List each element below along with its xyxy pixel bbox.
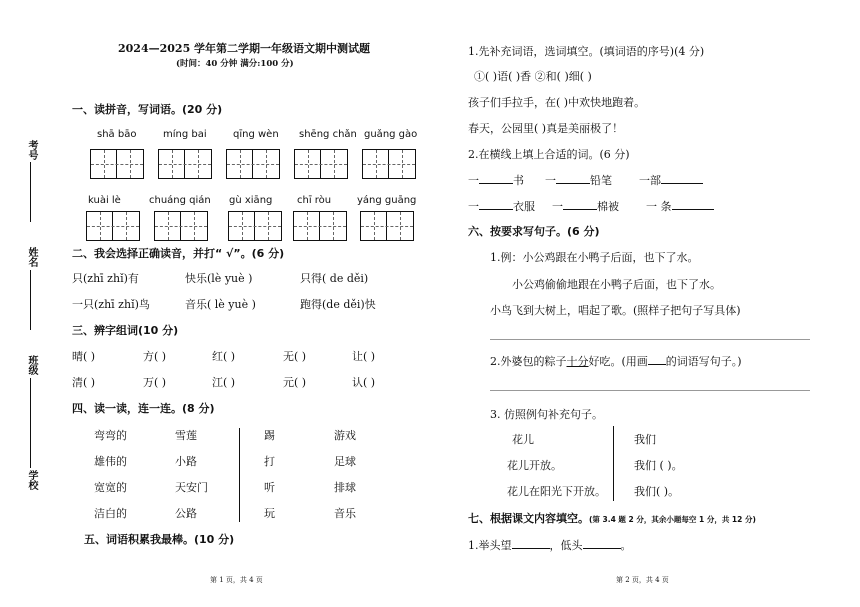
page-footer-right: 第 2 页，共 4 页 xyxy=(616,576,669,584)
word-item: 认( ) xyxy=(352,376,376,389)
word-item: 万( ) xyxy=(143,376,167,389)
fill-row-2 xyxy=(468,198,714,214)
example-sentence: 1.例：小公鸡跟在小鸭子后面，也下了水。 xyxy=(490,251,699,264)
question-1-sentence-2: 春天，公园里( )真是美丽极了！ xyxy=(468,122,624,135)
measure-word: 一 xyxy=(468,174,479,187)
writing-grid[interactable] xyxy=(158,149,212,179)
task-2 xyxy=(490,353,742,369)
fill-phrase[interactable]: 我们 ( )。 xyxy=(634,459,683,472)
reading-item: 快乐(lè yuè ) xyxy=(185,272,253,285)
measure-word: 一 xyxy=(552,200,563,213)
noun: 书 xyxy=(513,174,524,187)
measure-word: 一 xyxy=(545,174,556,187)
match-left-a[interactable]: 洁白的 xyxy=(94,507,127,520)
measure-word: 一 条 xyxy=(646,200,672,213)
section-6-heading: 六、按要求写句子。(6 分) xyxy=(468,225,600,238)
answer-blank[interactable] xyxy=(512,548,550,549)
pinyin-6: kuài lè xyxy=(88,195,121,206)
writing-grid[interactable] xyxy=(362,149,416,179)
writing-grid[interactable] xyxy=(293,211,347,241)
writing-grid[interactable] xyxy=(86,211,140,241)
name-label: 姓名 xyxy=(26,247,37,267)
noun: 棉被 xyxy=(597,200,619,213)
match-right-a[interactable]: 听 xyxy=(264,481,275,494)
match-right-b[interactable]: 足球 xyxy=(334,455,356,468)
noun: 衣服 xyxy=(513,200,535,213)
writing-grid[interactable] xyxy=(360,211,414,241)
match-right-b[interactable]: 音乐 xyxy=(334,507,356,520)
page-footer-left: 第 1 页，共 4 页 xyxy=(210,576,263,584)
underlined-word: 十分 xyxy=(566,355,589,368)
question-1: 1.先补充词语，选词填空。(填词语的序号)(4 分) xyxy=(468,45,705,58)
pinyin-8: gù xiāng xyxy=(229,195,273,206)
writing-grid[interactable] xyxy=(90,149,144,179)
exam-no-line xyxy=(30,162,31,222)
section-1-heading: 一、读拼音，写词语。(20 分) xyxy=(72,103,223,116)
answer-blank[interactable] xyxy=(563,209,597,210)
fill-row-1 xyxy=(468,172,703,188)
answer-line[interactable] xyxy=(490,390,810,391)
word-item: 元( ) xyxy=(283,376,307,389)
match-left-a[interactable]: 弯弯的 xyxy=(94,429,127,442)
section-3-heading: 三、辨字组词(10 分) xyxy=(72,324,179,337)
section-7-heading xyxy=(468,510,756,526)
school-line-2 xyxy=(30,410,31,468)
reading-item: 跑得(de děi)快 xyxy=(300,298,376,311)
example-phrase: 花儿开放。 xyxy=(507,459,562,472)
page-title: 2024—2025 学年第二学期一年级语文期中测试题 xyxy=(118,42,371,55)
task-2-text: 2.外婆包的粽子 xyxy=(490,355,567,368)
exam-no-label: 考号 xyxy=(26,140,37,160)
task-2-text: 好吃。(用画 xyxy=(588,355,648,368)
writing-grid[interactable] xyxy=(226,149,280,179)
match-left-b[interactable]: 小路 xyxy=(175,455,197,468)
pinyin-10: yáng guāng xyxy=(357,195,417,206)
writing-grid[interactable] xyxy=(294,149,348,179)
reading-item: 只(zhī zhǐ)有 xyxy=(72,272,139,285)
name-line xyxy=(30,270,31,330)
writing-grid[interactable] xyxy=(228,211,282,241)
poem-text: ，低头 xyxy=(549,539,583,552)
match-left-a[interactable]: 雄伟的 xyxy=(94,455,127,468)
answer-blank[interactable] xyxy=(556,183,590,184)
answer-blank[interactable] xyxy=(672,209,714,210)
task-1: 小鸟飞到大树上，唱起了歌。(照样子把句子写具体) xyxy=(490,304,741,317)
noun: 铅笔 xyxy=(590,174,612,187)
pinyin-7: chuáng qián xyxy=(149,195,211,206)
word-item: 晴( ) xyxy=(72,350,96,363)
match-divider xyxy=(239,428,240,522)
word-item: 江( ) xyxy=(212,376,236,389)
reading-item: 一只(zhī zhǐ)鸟 xyxy=(72,298,150,311)
measure-word: 一部 xyxy=(639,174,661,187)
word-item: 无( ) xyxy=(283,350,307,363)
match-right-b[interactable]: 游戏 xyxy=(334,429,356,442)
match-left-b[interactable]: 天安门 xyxy=(175,481,208,494)
question-1-sentence-1: 孩子们手拉手，在( )中欢快地跑着。 xyxy=(468,96,646,109)
reading-item: 只得( de děi) xyxy=(300,272,369,285)
school-label: 学校 xyxy=(26,470,37,490)
task-3-divider xyxy=(613,426,614,501)
section-5-heading: 五、词语积累我最棒。(10 分) xyxy=(84,533,235,546)
task-3: 3. 仿照例句补充句子。 xyxy=(490,408,603,421)
answer-line[interactable] xyxy=(490,339,810,340)
match-right-a[interactable]: 打 xyxy=(264,455,275,468)
section-4-heading: 四、读一读，连一连。(8 分) xyxy=(72,402,215,415)
pinyin-1: shā bāo xyxy=(97,129,137,140)
match-right-b[interactable]: 排球 xyxy=(334,481,356,494)
word-item: 红( ) xyxy=(212,350,236,363)
fill-phrase[interactable]: 我们 xyxy=(634,433,656,446)
poem-text: 。 xyxy=(620,539,632,552)
question-2: 2.在横线上填上合适的词。(6 分) xyxy=(468,148,630,161)
reading-item: 音乐( lè yuè ) xyxy=(185,298,256,311)
example-phrase: 花儿在阳光下开放。 xyxy=(507,485,606,498)
section-7-note: (第 3.4 题 2 分，其余小题每空 1 分，共 12 分) xyxy=(589,515,756,524)
question-1-options: ①( )语( )香 ②和( )细( ) xyxy=(474,70,592,83)
section-2-heading: 二、我会选择正确读音，并打“ √”。(6 分) xyxy=(72,247,285,260)
answer-blank[interactable] xyxy=(479,209,513,210)
word-item: 清( ) xyxy=(72,376,96,389)
pinyin-2: míng bai xyxy=(163,129,207,140)
poem-fill xyxy=(468,537,632,553)
class-label: 班级 xyxy=(26,355,37,375)
section-7-title: 七、根据课文内容填空。 xyxy=(468,512,589,525)
pinyin-3: qīng wèn xyxy=(233,129,279,140)
example-phrase: 花儿 xyxy=(512,433,534,446)
underline-mark xyxy=(648,364,666,365)
task-2-text: 的词语写句子。) xyxy=(665,355,742,368)
fill-phrase[interactable]: 我们( )。 xyxy=(634,485,680,498)
word-item: 让( ) xyxy=(352,350,376,363)
answer-blank[interactable] xyxy=(583,548,621,549)
example-answer: 小公鸡偷偷地跟在小鸭子后面，也下了水。 xyxy=(512,278,721,291)
writing-grid[interactable] xyxy=(154,211,208,241)
pinyin-5: guǎng gào xyxy=(364,129,418,140)
match-right-a[interactable]: 踢 xyxy=(264,429,275,442)
match-right-a[interactable]: 玩 xyxy=(264,507,275,520)
match-left-a[interactable]: 宽宽的 xyxy=(94,481,127,494)
answer-blank[interactable] xyxy=(661,183,703,184)
pinyin-9: chī ròu xyxy=(297,195,332,206)
answer-blank[interactable] xyxy=(479,183,513,184)
poem-text: 1.举头望 xyxy=(468,539,512,552)
match-left-b[interactable]: 公路 xyxy=(175,507,197,520)
pinyin-4: shēng chǎn xyxy=(299,129,357,140)
match-left-b[interactable]: 雪莲 xyxy=(175,429,197,442)
page-subtitle: (时间：40 分钟 满分:100 分) xyxy=(176,59,294,69)
measure-word: 一 xyxy=(468,200,479,213)
word-item: 方( ) xyxy=(143,350,167,363)
